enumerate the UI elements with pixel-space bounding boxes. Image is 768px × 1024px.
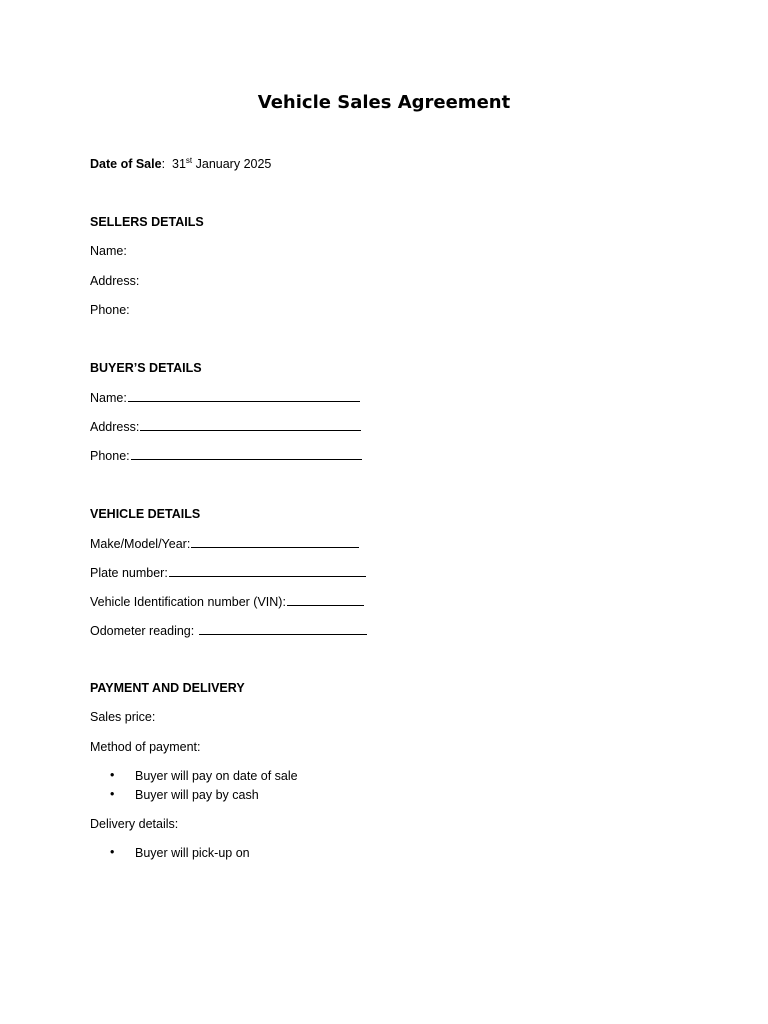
date-of-sale-day: 31 bbox=[172, 157, 186, 171]
buyer-phone-blank[interactable] bbox=[131, 447, 362, 460]
buyer-name-label: Name: bbox=[90, 391, 127, 405]
make-model-year-blank[interactable] bbox=[191, 535, 359, 548]
date-of-sale-colon: : bbox=[161, 157, 166, 171]
buyer-name-line bbox=[90, 389, 360, 406]
payment-heading: PAYMENT AND DELIVERY bbox=[90, 681, 245, 695]
delivery-details-label: Delivery details: bbox=[90, 817, 179, 831]
bullet-icon: • bbox=[110, 845, 115, 859]
buyers-heading: BUYER’S DETAILS bbox=[90, 361, 202, 375]
date-of-sale-day-suffix: st bbox=[185, 155, 193, 165]
vehicle-heading: VEHICLE DETAILS bbox=[90, 507, 201, 521]
buyer-name-blank[interactable] bbox=[128, 389, 360, 402]
payment-method-item: Buyer will pay by cash bbox=[135, 788, 259, 802]
plate-number-blank[interactable] bbox=[169, 564, 366, 577]
date-of-sale-label: Date of Sale bbox=[90, 157, 162, 171]
method-of-payment-label: Method of payment: bbox=[90, 740, 201, 754]
date-of-sale-month-year: January 2025 bbox=[195, 157, 272, 171]
seller-phone-label: Phone: bbox=[90, 303, 130, 317]
buyer-phone-label: Phone: bbox=[90, 449, 130, 463]
vin-label: Vehicle Identification number (VIN): bbox=[90, 595, 286, 609]
seller-name-label: Name: bbox=[90, 244, 127, 258]
vin-line bbox=[90, 593, 364, 610]
make-model-year-label: Make/Model/Year: bbox=[90, 537, 191, 551]
date-of-sale-line bbox=[90, 156, 271, 172]
vin-blank[interactable] bbox=[287, 593, 364, 606]
seller-address-label: Address: bbox=[90, 274, 140, 288]
make-model-year-line bbox=[90, 535, 359, 552]
buyer-address-label: Address: bbox=[90, 420, 140, 434]
buyer-address-line bbox=[90, 418, 361, 435]
odometer-line bbox=[90, 622, 367, 639]
plate-number-label: Plate number: bbox=[90, 566, 168, 580]
document-title: Vehicle Sales Agreement bbox=[257, 92, 511, 113]
sales-price-label: Sales price: bbox=[90, 710, 156, 724]
delivery-item: Buyer will pick-up on bbox=[135, 846, 250, 860]
odometer-blank[interactable] bbox=[199, 622, 367, 635]
odometer-label: Odometer reading: bbox=[90, 624, 195, 638]
buyer-phone-line bbox=[90, 447, 362, 464]
bullet-icon: • bbox=[110, 787, 115, 801]
buyer-address-blank[interactable] bbox=[140, 418, 361, 431]
sellers-heading: SELLERS DETAILS bbox=[90, 215, 204, 229]
plate-number-line bbox=[90, 564, 366, 581]
bullet-icon: • bbox=[110, 768, 115, 782]
payment-method-item: Buyer will pay on date of sale bbox=[135, 769, 298, 783]
